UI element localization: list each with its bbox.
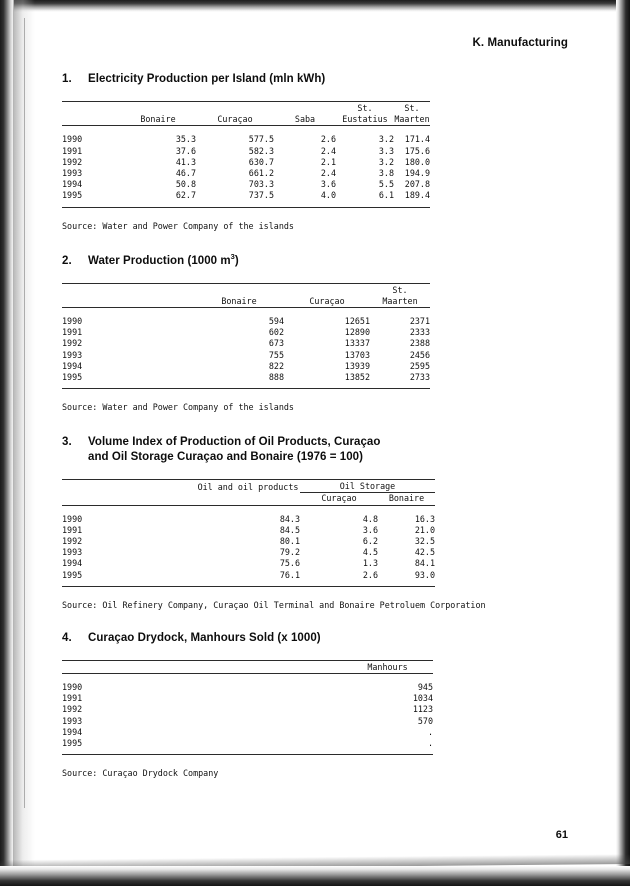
cell-bonaire: 822 [268, 360, 284, 371]
cell-bonaire: 888 [268, 372, 284, 383]
table-row [62, 536, 435, 547]
section-4-title-text: Curaçao Drydock, Manhours Sold (x 1000) [88, 631, 321, 644]
table-drydock-manhours [62, 660, 433, 756]
col-header-bonaire: Bonaire [140, 114, 176, 125]
cell-oil-products: 84.3 [279, 513, 300, 524]
cell-saba: 2.6 [320, 134, 336, 145]
cell-st-maarten: 171.4 [404, 134, 430, 145]
cell-storage-bonaire: 93.0 [414, 569, 435, 580]
table-row [62, 157, 430, 168]
page-content [62, 72, 562, 779]
cell-bonaire: 41.3 [175, 156, 196, 167]
table-row [62, 350, 430, 361]
row-year: 1991 [62, 145, 83, 156]
table-oil-volume-index [62, 479, 435, 588]
cell-curacao: 582.3 [248, 145, 274, 156]
cell-storage-curacao: 3.6 [362, 524, 378, 535]
cell-bonaire: 50.8 [175, 179, 196, 190]
col-header-oil-and-oil-products: Oil and oil products [197, 481, 299, 492]
cell-manhours: 1123 [412, 704, 433, 715]
table-row [62, 361, 430, 372]
table-electricity-production [62, 101, 430, 209]
table-row [62, 693, 433, 704]
row-year: 1993 [62, 168, 83, 179]
row-year: 1990 [62, 513, 83, 524]
section-2-title-superscript: 3 [230, 251, 235, 261]
table-rule-bottom [62, 586, 435, 588]
section-3-title-line-1: Volume Index of Production of Oil Products, Curaçao [88, 436, 381, 449]
cell-oil-products: 79.2 [279, 547, 300, 558]
cell-manhours: 1034 [412, 693, 433, 704]
cell-curacao: 737.5 [248, 190, 274, 201]
table-rule-bottom [62, 207, 430, 209]
scan-edge-right [616, 0, 630, 886]
table-row [62, 372, 430, 383]
table-header-group-row [62, 481, 435, 493]
cell-storage-curacao: 4.5 [362, 547, 378, 558]
table-row [62, 558, 435, 569]
row-year: 1995 [62, 372, 83, 383]
table-spacer [62, 127, 430, 134]
scan-edge-top [0, 0, 630, 12]
scan-edge-bottom [0, 866, 630, 886]
col-header-st-maarten: St. Maarten [382, 284, 418, 306]
col-header-manhours: Manhours [367, 661, 408, 672]
cell-manhours: . [427, 738, 433, 749]
cell-st-maarten: 180.0 [404, 156, 430, 167]
section-1-title-text: Electricity Production per Island (mln kWh) [88, 73, 326, 85]
table-row [62, 716, 433, 727]
cell-manhours: 945 [417, 682, 433, 693]
row-year: 1994 [62, 558, 83, 569]
table-row [62, 179, 430, 190]
cell-oil-products: 75.6 [279, 558, 300, 569]
cell-curacao: 13852 [344, 372, 370, 383]
cell-curacao: 13337 [344, 338, 370, 349]
table-row [62, 547, 435, 558]
cell-st-maarten: 2371 [409, 316, 430, 327]
row-year: 1992 [62, 156, 83, 167]
cell-oil-products: 80.1 [279, 536, 300, 547]
col-header-st-maarten: St. Maarten [394, 103, 430, 125]
table-row [62, 514, 435, 525]
table-rule-bottom [62, 389, 430, 391]
cell-storage-curacao: 6.2 [362, 536, 378, 547]
cell-bonaire: 35.3 [175, 134, 196, 145]
section-3-title-line-2: and Oil Storage Curaçao and Bonaire (1976 = 100) [88, 451, 363, 464]
table-row [62, 168, 430, 179]
scan-crease-left [13, 0, 35, 886]
table-rule-bottom [62, 755, 433, 757]
cell-storage-bonaire: 32.5 [414, 536, 435, 547]
cell-st-eustatius: 3.2 [378, 156, 394, 167]
cell-st-maarten: 2733 [409, 372, 430, 383]
cell-st-maarten: 189.4 [404, 190, 430, 201]
cell-st-eustatius: 3.2 [378, 134, 394, 145]
section-2-number: 2. [62, 254, 72, 267]
section-4-number: 4. [62, 631, 72, 644]
cell-st-maarten: 2388 [409, 338, 430, 349]
row-year: 1994 [62, 179, 83, 190]
cell-st-eustatius: 3.3 [378, 145, 394, 156]
scan-edge-bottom-skew [0, 854, 630, 870]
table-row [62, 316, 430, 327]
page-number: 61 [555, 829, 568, 841]
section-4-source: Source: Curaçao Drydock Company [62, 768, 219, 779]
cell-st-maarten: 2595 [409, 360, 430, 371]
cell-curacao: 630.7 [248, 156, 274, 167]
cell-bonaire: 46.7 [175, 168, 196, 179]
cell-saba: 2.4 [320, 168, 336, 179]
row-year: 1993 [62, 547, 83, 558]
cell-oil-products: 84.5 [279, 524, 300, 535]
cell-st-eustatius: 6.1 [378, 190, 394, 201]
cell-storage-bonaire: 16.3 [414, 513, 435, 524]
table-header-row [62, 662, 433, 674]
cell-bonaire: 594 [268, 316, 284, 327]
cell-storage-curacao: 2.6 [362, 569, 378, 580]
cell-saba: 4.0 [320, 190, 336, 201]
cell-storage-curacao: 1.3 [362, 558, 378, 569]
row-year: 1994 [62, 726, 83, 737]
table-row [62, 134, 430, 145]
row-year: 1990 [62, 682, 83, 693]
table-header-sub-row [62, 493, 435, 505]
cell-storage-curacao: 4.8 [362, 513, 378, 524]
cell-manhours: . [427, 726, 433, 737]
col-header-saba: Saba [294, 114, 316, 125]
section-water-production [62, 251, 562, 414]
section-oil-volume-index [62, 435, 562, 611]
cell-saba: 2.1 [320, 156, 336, 167]
cell-st-maarten: 194.9 [404, 168, 430, 179]
section-4-title [62, 631, 562, 646]
section-1-title [62, 72, 562, 87]
row-year: 1993 [62, 715, 83, 726]
table-row [62, 525, 435, 536]
table-row [62, 727, 433, 738]
section-3-title [62, 435, 562, 465]
cell-curacao: 577.5 [248, 134, 274, 145]
cell-st-maarten: 207.8 [404, 179, 430, 190]
table-row [62, 738, 433, 749]
cell-curacao: 12651 [344, 316, 370, 327]
cell-bonaire: 755 [268, 349, 284, 360]
cell-storage-bonaire: 21.0 [414, 524, 435, 535]
col-header-curacao: Curaçao [217, 114, 253, 125]
col-header-curacao: Curaçao [321, 493, 357, 504]
cell-storage-bonaire: 84.1 [414, 558, 435, 569]
table-water-production [62, 283, 430, 391]
section-2-source: Source: Water and Power Company of the islands [62, 402, 294, 413]
row-year: 1992 [62, 338, 83, 349]
cell-bonaire: 602 [268, 327, 284, 338]
row-year: 1995 [62, 569, 83, 580]
row-year: 1992 [62, 536, 83, 547]
cell-st-maarten: 2333 [409, 327, 430, 338]
table-header-row [62, 103, 430, 126]
cell-st-eustatius: 3.8 [378, 168, 394, 179]
col-header-bonaire: Bonaire [388, 493, 425, 504]
col-header-bonaire: Bonaire [221, 295, 257, 306]
table-spacer [62, 675, 433, 682]
section-3-source: Source: Oil Refinery Company, Curaçao Oil Terminal and Bonaire Petroluem Corporation [62, 599, 486, 610]
scan-fold-line [24, 18, 25, 808]
row-year: 1991 [62, 524, 83, 535]
table-row [62, 682, 433, 693]
cell-curacao: 703.3 [248, 179, 274, 190]
table-row [62, 146, 430, 157]
cell-st-maarten: 2456 [409, 349, 430, 360]
section-1-number: 1. [62, 73, 72, 85]
cell-oil-products: 76.1 [279, 569, 300, 580]
cell-storage-bonaire: 42.5 [414, 547, 435, 558]
table-row [62, 704, 433, 715]
section-1-source: Source: Water and Power Company of the islands [62, 220, 294, 231]
table-row [62, 570, 435, 581]
section-drydock-manhours [62, 631, 562, 779]
row-year: 1995 [62, 738, 83, 749]
table-row [62, 338, 430, 349]
cell-bonaire: 37.6 [175, 145, 196, 156]
row-year: 1991 [62, 327, 83, 338]
col-header-oil-storage: Oil Storage [339, 481, 396, 492]
cell-manhours: 570 [417, 715, 433, 726]
cell-curacao: 13939 [344, 360, 370, 371]
cell-st-maarten: 175.6 [404, 145, 430, 156]
row-year: 1990 [62, 134, 83, 145]
scan-edge-left [0, 0, 14, 886]
table-spacer [62, 309, 430, 316]
table-spacer [62, 507, 435, 514]
row-year: 1991 [62, 693, 83, 704]
row-year: 1994 [62, 360, 83, 371]
row-year: 1990 [62, 316, 83, 327]
cell-curacao: 661.2 [248, 168, 274, 179]
table-row [62, 190, 430, 201]
section-2-title-text: Water Production (1000 $m^3$) [88, 251, 239, 267]
cell-st-eustatius: 5.5 [378, 179, 394, 190]
section-3-number: 3. [62, 436, 72, 449]
cell-curacao: 13703 [344, 349, 370, 360]
cell-bonaire: 673 [268, 338, 284, 349]
col-header-curacao: Curaçao [309, 295, 345, 306]
section-2-title [62, 251, 562, 269]
row-year: 1992 [62, 704, 83, 715]
cell-curacao: 12890 [344, 327, 370, 338]
row-year: 1995 [62, 190, 83, 201]
cell-saba: 3.6 [320, 179, 336, 190]
cell-saba: 2.4 [320, 145, 336, 156]
row-year: 1993 [62, 349, 83, 360]
running-header-chapter: K. Manufacturing [472, 37, 568, 49]
table-header-row [62, 285, 430, 308]
cell-bonaire: 62.7 [175, 190, 196, 201]
col-header-st-eustatius: St. Eustatius [342, 103, 388, 125]
section-electricity-production [62, 72, 562, 232]
table-row [62, 327, 430, 338]
